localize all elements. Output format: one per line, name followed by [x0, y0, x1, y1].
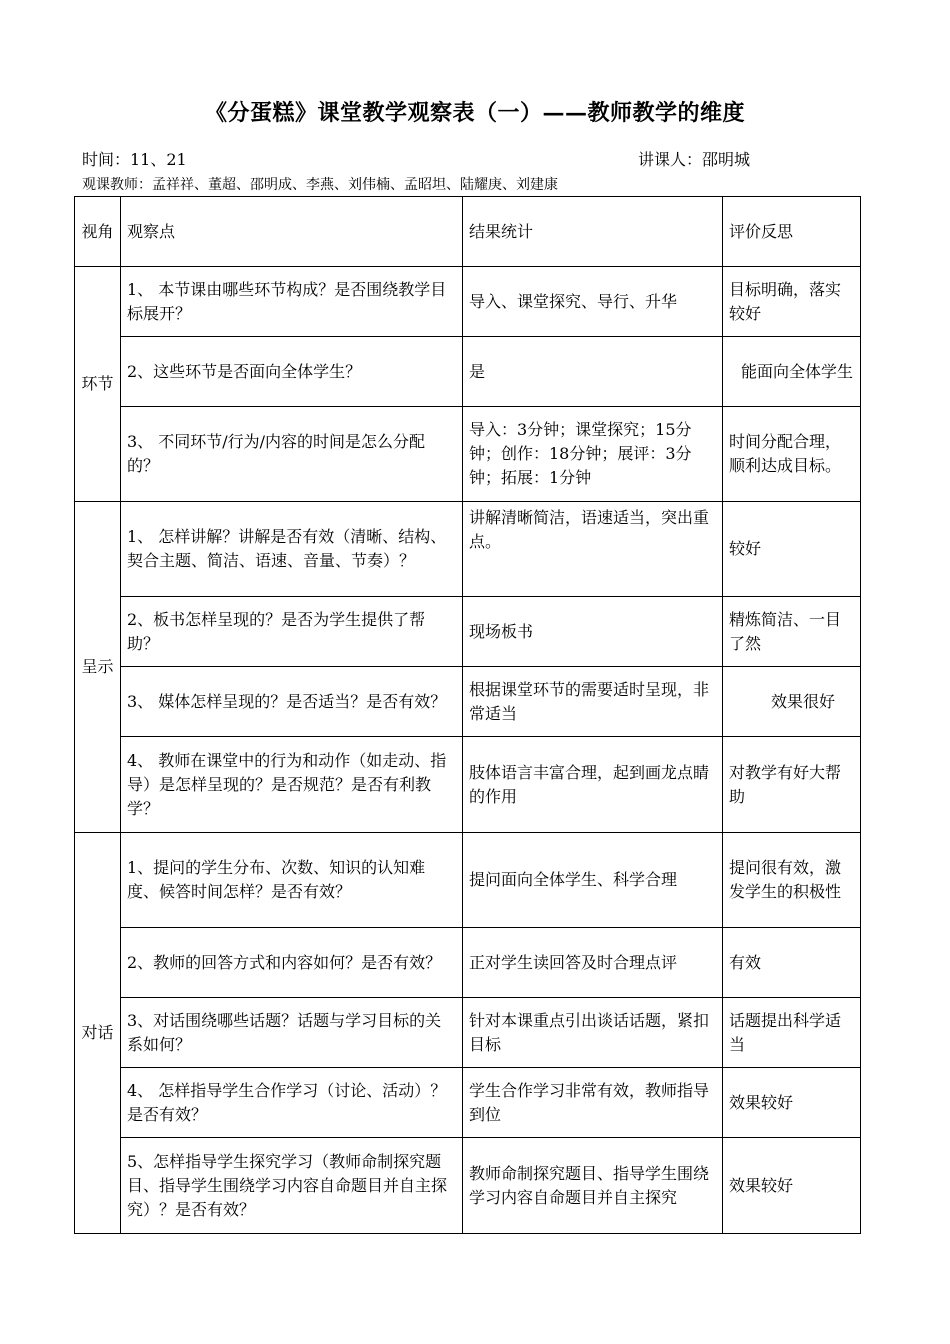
result-cell: 讲解清晰简洁，语速适当，突出重点。	[463, 502, 723, 597]
dimension-cell: 呈示	[75, 502, 121, 833]
reflection-cell: 精炼简洁、一目了然	[723, 597, 861, 667]
point-cell: 2、教师的回答方式和内容如何？是否有效？	[121, 928, 463, 998]
reflection-cell: 效果较好	[723, 1068, 861, 1138]
observers-label: 观课教师：孟祥祥、董超、邵明成、李燕、刘伟楠、孟昭坦、陆耀庚、刘建康	[82, 177, 558, 193]
result-cell: 学生合作学习非常有效，教师指导到位	[463, 1068, 723, 1138]
point-cell: 4、 怎样指导学生合作学习（讨论、活动）？是否有效？	[121, 1068, 463, 1138]
page-title: 《分蛋糕》课堂教学观察表（一）——教师教学的维度	[204, 100, 745, 126]
table-row	[75, 1068, 861, 1138]
point-cell: 1、 怎样讲解？讲解是否有效（清晰、结构、契合主题、简洁、语速、音量、节奏）？	[121, 502, 463, 597]
table-row	[75, 928, 861, 998]
result-cell: 导入：3分钟；课堂探究；15分钟；创作：18分钟；展评：3分钟；拓展：1分钟	[463, 407, 723, 502]
dimension-cell: 环节	[75, 267, 121, 502]
point-cell: 3、 不同环节/行为/内容的时间是怎么分配的？	[121, 407, 463, 502]
header-dimension: 视角	[75, 197, 121, 267]
reflection-cell: 对教学有好大帮助	[723, 737, 861, 833]
table-row	[75, 597, 861, 667]
point-cell: 1、 本节课由哪些环节构成？是否围绕教学目标展开？	[121, 267, 463, 337]
reflection-cell: 提问很有效，激发学生的积极性	[723, 833, 861, 928]
table-row	[75, 502, 861, 597]
result-cell: 针对本课重点引出谈话话题，紧扣目标	[463, 998, 723, 1068]
lecturer-label: 讲课人：邵明城	[638, 150, 751, 169]
result-cell: 肢体语言丰富合理，起到画龙点睛的作用	[463, 737, 723, 833]
reflection-cell: 效果较好	[723, 1138, 861, 1234]
time-label: 时间：11、21	[82, 150, 187, 169]
table-row	[75, 737, 861, 833]
result-cell: 教师命制探究题目、指导学生围绕学习内容自命题目并自主探究	[463, 1138, 723, 1234]
point-cell: 3、 媒体怎样呈现的？是否适当？是否有效？	[121, 667, 463, 737]
header-reflection: 评价反思	[723, 197, 861, 267]
result-cell: 提问面向全体学生、科学合理	[463, 833, 723, 928]
point-cell: 2、板书怎样呈现的？是否为学生提供了帮助？	[121, 597, 463, 667]
reflection-cell: 能面向全体学生	[723, 337, 861, 407]
table-row	[75, 667, 861, 737]
point-cell: 4、 教师在课堂中的行为和动作（如走动、指导）是怎样呈现的？是否规范？是否有利教学？	[121, 737, 463, 833]
reflection-cell: 有效	[723, 928, 861, 998]
point-cell: 1、提问的学生分布、次数、知识的认知难度、候答时间怎样？是否有效？	[121, 833, 463, 928]
reflection-cell: 效果很好	[723, 667, 861, 737]
header-point: 观察点	[121, 197, 463, 267]
reflection-cell: 话题提出科学适当	[723, 998, 861, 1068]
result-cell: 正对学生读回答及时合理点评	[463, 928, 723, 998]
reflection-cell: 时间分配合理，顺利达成目标。	[723, 407, 861, 502]
result-cell: 现场板书	[463, 597, 723, 667]
table-row	[75, 1138, 861, 1234]
table-header-row	[75, 197, 861, 267]
dimension-cell: 对话	[75, 833, 121, 1234]
header-result: 结果统计	[463, 197, 723, 267]
result-cell: 根据课堂环节的需要适时呈现，非常适当	[463, 667, 723, 737]
table-row	[75, 998, 861, 1068]
point-cell: 3、对话围绕哪些话题？话题与学习目标的关系如何？	[121, 998, 463, 1068]
reflection-cell: 较好	[723, 502, 861, 597]
result-cell: 是	[463, 337, 723, 407]
point-cell: 5、怎样指导学生探究学习（教师命制探究题目、指导学生围绕学习内容自命题目并自主探究）？是否有效？	[121, 1138, 463, 1234]
table-row	[75, 833, 861, 928]
reflection-cell: 目标明确，落实较好	[723, 267, 861, 337]
point-cell: 2、这些环节是否面向全体学生？	[121, 337, 463, 407]
table-row	[75, 267, 861, 337]
table-row	[75, 407, 861, 502]
result-cell: 导入、课堂探究、导行、升华	[463, 267, 723, 337]
table-row	[75, 337, 861, 407]
observation-table	[74, 196, 861, 1234]
